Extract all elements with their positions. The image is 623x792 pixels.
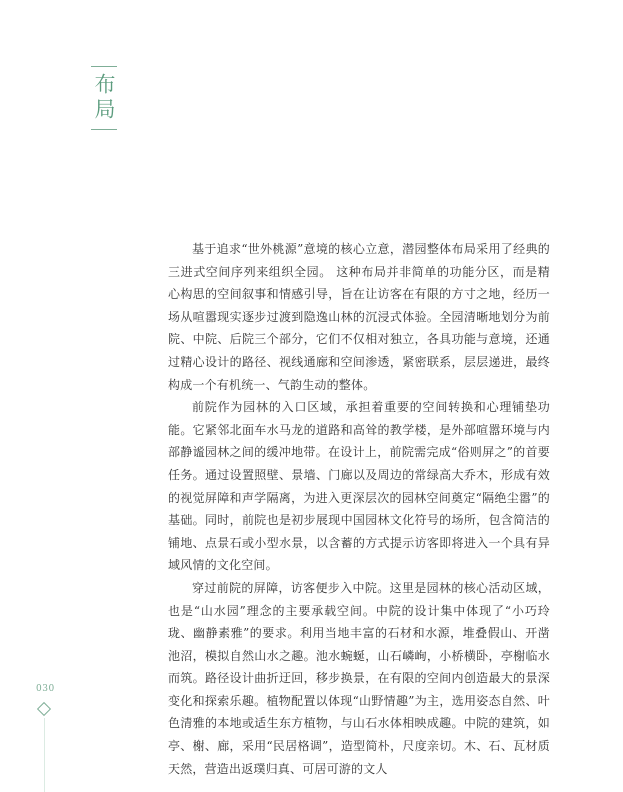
- paragraph: 基于追求“世外桃源”意境的核心立意，潜园整体布局采用了经典的三进式空间序列来组织全园。 这种布局并非简单的功能分区，而是精心构思的空间叙事和情感引导，旨在让访客在有限的方寸之地，经历一场从喧嚣现实逐步过渡到隐逸山林的沉浸式体验。全园清晰地划分为前院、中院、后院三个部分，它们不仅相对独立，各具功能与意境，还通过精心设计的路径、视线通廊和空间渗透，紧密联系，层层递进，最终构成一个有机统一、气韵生动的整体。: [168, 242, 550, 392]
- paragraph: 穿过前院的屏障，访客便步入中院。这里是园林的核心活动区域，也是“山水园”理念的主要承载空间。中院的设计集中体现了“小巧玲珑、幽静素雅”的要求。利用当地丰富的石材和水源，堆叠假山、开凿池沼，模拟自然山水之趣。池水蜿蜒，山石嶙峋，小桥横卧，亭榭临水而筑。路径设计曲折迂回，移步换景，在有限的空间内创造最大的景深变化和探索乐趣。植物配置以体现“山野情趣”为主，选用姿态自然、叶色清雅的本地或适生东方植物，与山石水体相映成趣。中院的建筑，如亭、榭、廊，采用“民居格调”，造型简朴，尺度亲切。木、石、瓦材质天然，营造出返璞归真、可居可游的文人: [168, 580, 550, 776]
- article-body: [168, 238, 550, 780]
- section-title-block: [86, 66, 122, 130]
- title-top-rule: [91, 66, 117, 67]
- page-number: 030: [36, 684, 55, 694]
- title-bottom-rule: [91, 129, 117, 130]
- section-title: 布局: [92, 73, 116, 123]
- diamond-ornament-icon: [37, 702, 51, 716]
- paragraph: 前院作为园林的入口区域，承担着重要的空间转换和心理铺垫功能。它紧邻北面车水马龙的道路和高耸的教学楼，是外部喧嚣环境与内部静谧园林之间的缓冲地带。在设计上，前院需完成“俗则屏之”的首要任务。通过设置照壁、景墙、门廊以及周边的常绿高大乔木，形成有效的视觉屏障和声学隔离，为进入更深层次的园林空间奠定“隔绝尘嚣”的基础。同时，前院也是初步展现中国园林文化符号的场所，包含简洁的铺地、点景石或小型水景，以含蓄的方式提示访客即将进入一个具有异域风情的文化空间。: [168, 400, 550, 573]
- margin-vertical-rule: [44, 718, 45, 792]
